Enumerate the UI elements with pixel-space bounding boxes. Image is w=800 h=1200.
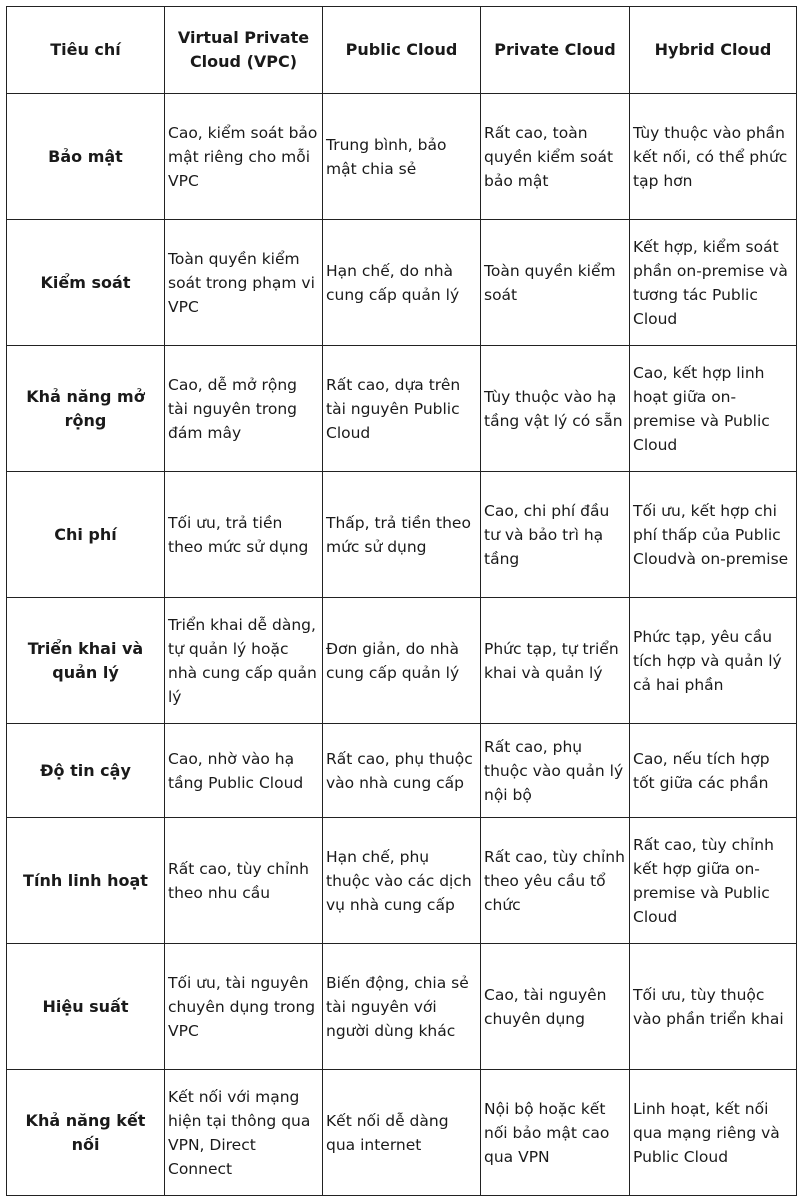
header-row <box>7 7 797 94</box>
table-row <box>7 818 797 944</box>
table-cell: Trung bình, bảo mật chia sẻ <box>323 94 481 220</box>
table-cell: Nội bộ hoặc kết nối bảo mật cao qua VPN <box>481 1070 630 1196</box>
table-cell: Phức tạp, yêu cầu tích hợp và quản lý cả hai phần <box>630 598 797 724</box>
table-cell: Toàn quyền kiểm soát trong phạm vi VPC <box>165 220 323 346</box>
table-cell: Tùy thuộc vào hạ tầng vật lý có sẵn <box>481 346 630 472</box>
table-row <box>7 944 797 1070</box>
table-cell: Rất cao, toàn quyền kiểm soát bảo mật <box>481 94 630 220</box>
table-header <box>7 7 797 94</box>
row-criterion: Hiệu suất <box>7 944 165 1070</box>
table-row <box>7 724 797 818</box>
table-row <box>7 220 797 346</box>
header-criterion: Tiêu chí <box>7 7 165 94</box>
table-cell: Cao, nếu tích hợp tốt giữa các phần <box>630 724 797 818</box>
table-cell: Tùy thuộc vào phần kết nối, có thể phức tạp hơn <box>630 94 797 220</box>
table-cell: Cao, tài nguyên chuyên dụng <box>481 944 630 1070</box>
table-cell: Rất cao, phụ thuộc vào quản lý nội bộ <box>481 724 630 818</box>
header-private-cloud: Private Cloud <box>481 7 630 94</box>
table-cell: Kết hợp, kiểm soát phần on-premise và tương tác Public Cloud <box>630 220 797 346</box>
table-row <box>7 472 797 598</box>
table-cell: Cao, kết hợp linh hoạt giữa on-premise và Public Cloud <box>630 346 797 472</box>
table-cell: Đơn giản, do nhà cung cấp quản lý <box>323 598 481 724</box>
row-criterion: Tính linh hoạt <box>7 818 165 944</box>
table-cell: Biến động, chia sẻ tài nguyên với người dùng khác <box>323 944 481 1070</box>
table-body <box>7 94 797 1196</box>
table-cell: Linh hoạt, kết nối qua mạng riêng và Public Cloud <box>630 1070 797 1196</box>
row-criterion: Bảo mật <box>7 94 165 220</box>
table-cell: Tối ưu, tài nguyên chuyên dụng trong VPC <box>165 944 323 1070</box>
table-cell: Tối ưu, trả tiền theo mức sử dụng <box>165 472 323 598</box>
table-row <box>7 598 797 724</box>
table-cell: Rất cao, dựa trên tài nguyên Public Cloud <box>323 346 481 472</box>
table-cell: Kết nối dễ dàng qua internet <box>323 1070 481 1196</box>
table-cell: Rất cao, tùy chỉnh theo nhu cầu <box>165 818 323 944</box>
table-cell: Tối ưu, tùy thuộc vào phần triển khai <box>630 944 797 1070</box>
table-row <box>7 346 797 472</box>
table-cell: Thấp, trả tiền theo mức sử dụng <box>323 472 481 598</box>
table-cell: Hạn chế, do nhà cung cấp quản lý <box>323 220 481 346</box>
table-row <box>7 1070 797 1196</box>
row-criterion: Khả năng mở rộng <box>7 346 165 472</box>
table-cell: Cao, dễ mở rộng tài nguyên trong đám mây <box>165 346 323 472</box>
row-criterion: Độ tin cậy <box>7 724 165 818</box>
comparison-table <box>6 6 797 1196</box>
table-cell: Cao, chi phí đầu tư và bảo trì hạ tầng <box>481 472 630 598</box>
row-criterion: Triển khai và quản lý <box>7 598 165 724</box>
table-cell: Hạn chế, phụ thuộc vào các dịch vụ nhà cung cấp <box>323 818 481 944</box>
header-vpc: Virtual Private Cloud (VPC) <box>165 7 323 94</box>
table-cell: Tối ưu, kết hợp chi phí thấp của Public Cloudvà on-premise <box>630 472 797 598</box>
table-cell: Triển khai dễ dàng, tự quản lý hoặc nhà cung cấp quản lý <box>165 598 323 724</box>
table-cell: Rất cao, tùy chỉnh theo yêu cầu tổ chức <box>481 818 630 944</box>
row-criterion: Chi phí <box>7 472 165 598</box>
table-cell: Toàn quyền kiểm soát <box>481 220 630 346</box>
table-cell: Rất cao, phụ thuộc vào nhà cung cấp <box>323 724 481 818</box>
row-criterion: Khả năng kết nối <box>7 1070 165 1196</box>
header-public-cloud: Public Cloud <box>323 7 481 94</box>
table-cell: Cao, kiểm soát bảo mật riêng cho mỗi VPC <box>165 94 323 220</box>
header-hybrid-cloud: Hybrid Cloud <box>630 7 797 94</box>
table-cell: Rất cao, tùy chỉnh kết hợp giữa on-premise và Public Cloud <box>630 818 797 944</box>
table-cell: Cao, nhờ vào hạ tầng Public Cloud <box>165 724 323 818</box>
table-row <box>7 94 797 220</box>
row-criterion: Kiểm soát <box>7 220 165 346</box>
table-cell: Phức tạp, tự triển khai và quản lý <box>481 598 630 724</box>
table-cell: Kết nối với mạng hiện tại thông qua VPN, Direct Connect <box>165 1070 323 1196</box>
